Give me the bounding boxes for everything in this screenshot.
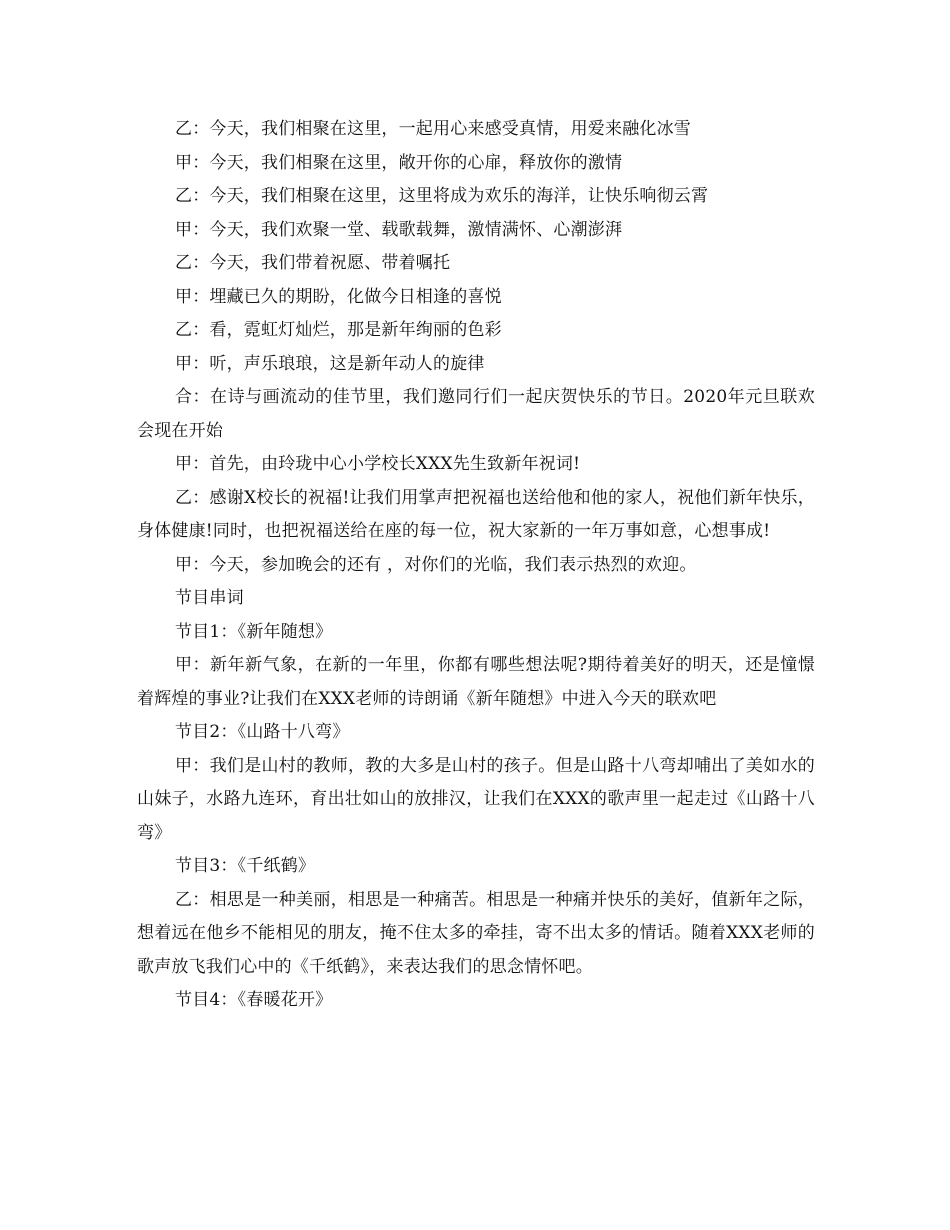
program-title-2: 节目2：《山路十八弯》 [175,722,350,742]
paragraph-9: 合：在诗与画流动的佳节里，我们邀同行们一起庆贺快乐的节日。2020年元旦联欢会现在开始 [137,387,815,441]
paragraph-5: 乙：今天，我们带着祝愿、带着嘱托 [175,253,451,273]
paragraph-3: 乙：今天，我们相聚在这里，这里将成为欢乐的海洋，让快乐响彻云霄 [175,186,709,206]
program-title-3: 节目3：《千纸鹤》 [175,856,316,876]
document-body [137,113,815,1018]
paragraph-19: 乙：相思是一种美丽，相思是一种痛苦。相思是一种痛并快乐的美好，值新年之际，想着远在他乡不能相见的朋友，掩不住太多的牵挂，寄不出太多的情话。随着XXX老师的歌声放飞我们心中的《千纸鹤》，来表达我们的思念情怀吧。 [137,889,815,977]
paragraph-12: 甲：今天，参加晚会的还有 ，对你们的光临，我们表示热烈的欢迎。 [175,554,697,575]
paragraph-15: 甲：新年新气象，在新的一年里，你都有哪些想法呢?期待着美好的明天，还是憧憬着辉煌的事业?让我们在XXX老师的诗朗诵《新年随想》中进入今天的联欢吧 [137,655,815,709]
program-title-4: 节目4：《春暖花开》 [175,990,333,1010]
paragraph-11: 乙：感谢X校长的祝福!让我们用掌声把祝福也送给他和他的家人，祝他们新年快乐，身体健康!同时，也把祝福送给在座的每一位，祝大家新的一年万事如意，心想事成! [137,487,815,541]
paragraph-17: 甲：我们是山村的教师，教的大多是山村的孩子。但是山路十八弯却哺出了美如水的山妹子，水路九连环，育出壮如山的放排汉，让我们在XXX的歌声里一起走过《山路十八弯》 [137,755,815,843]
program-title-1: 节目1：《新年随想》 [175,621,333,642]
section-heading: 节目串词 [175,588,244,608]
paragraph-4: 甲：今天，我们欢聚一堂、载歌载舞，激情满怀、心潮澎湃 [175,219,623,240]
paragraph-8: 甲：听，声乐琅琅，这是新年动人的旋律 [175,353,485,374]
paragraph-7: 乙：看，霓虹灯灿烂，那是新年绚丽的色彩 [175,320,502,340]
paragraph-6: 甲：埋藏已久的期盼，化做今日相逢的喜悦 [175,286,502,307]
paragraph-1: 乙：今天，我们相聚在这里，一起用心来感受真情，用爱来融化冰雪 [175,119,691,139]
paragraph-2: 甲：今天，我们相聚在这里，敞开你的心扉，释放你的激情 [175,152,623,173]
paragraph-10: 甲：首先，由玲珑中心小学校长XXX先生致新年祝词! [175,454,581,474]
